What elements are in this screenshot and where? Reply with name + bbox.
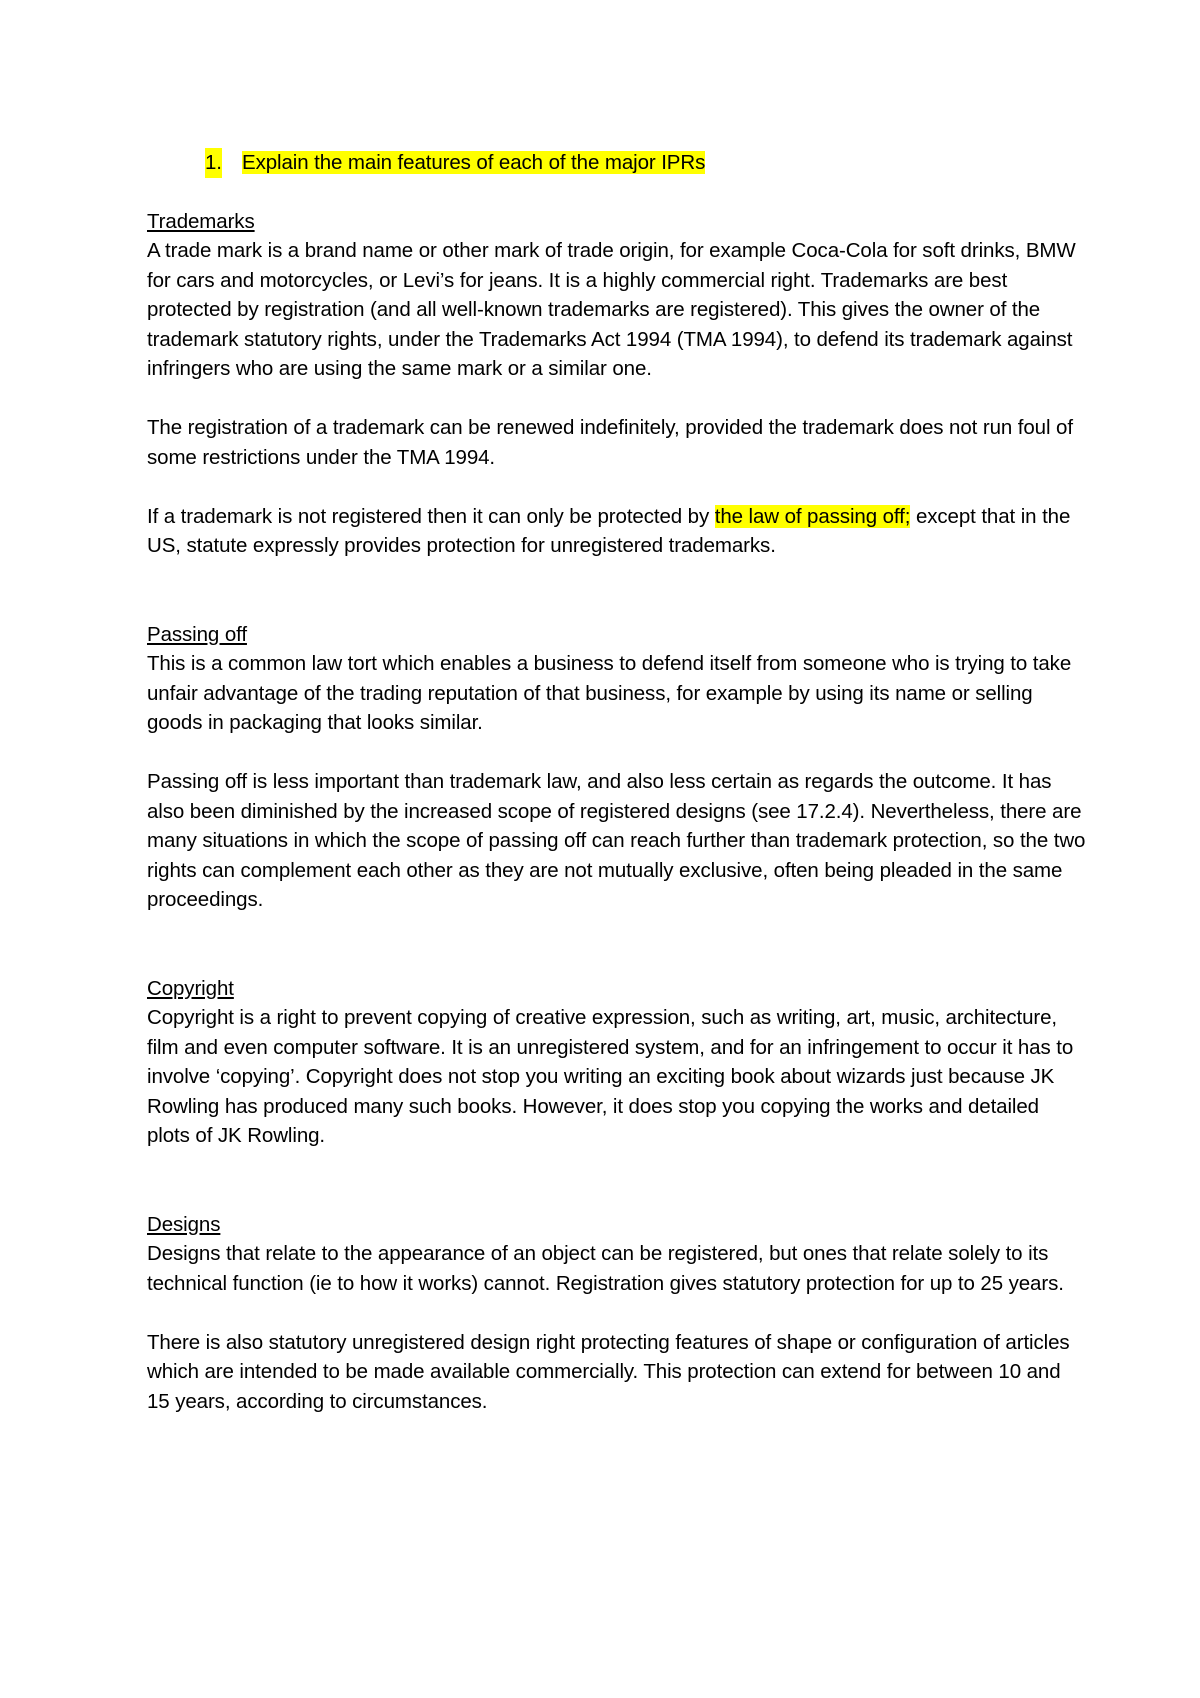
document-body <box>147 148 1087 1446</box>
section-designs <box>147 1210 1087 1417</box>
heading-number: 1. <box>205 148 222 178</box>
section-title-designs: Designs <box>147 1212 221 1236</box>
highlighted-passing-off-phrase: the law of passing off; <box>714 504 911 528</box>
passing-off-paragraph-1: This is a common law tort which enables a business to defend itself from someone who is trying to take unfair advantage of the trading reputation of that business, for example by using its name or selling goods in packaging that looks similar. <box>147 652 1072 734</box>
passing-off-paragraph-2: Passing off is less important than trademark law, and also less certain as regards the outcome. It has also been diminished by the increased scope of registered designs (see 17.2.4). Nevertheless, there are many situations in which the scope of passing off can reach further than trademark protection, so the two rights can complement each other as they are not mutually exclusive, often being pleaded in the same proceedings. <box>147 770 1086 911</box>
designs-paragraph-2: There is also statutory unregistered design right protecting features of shape or configuration of articles which are intended to be made available commercially. This protection can extend for between 10 and 15 years, according to circumstances. <box>147 1330 1070 1413</box>
copyright-paragraph-1: Copyright is a right to prevent copying of creative expression, such as writing, art, music, architecture, film and even computer software. It is an unregistered system, and for an infringement to occur it has to involve ‘copying’. Copyright does not stop you writing an exciting book about wizards just because JK Rowling has produced many such books. However, it does stop you copying the works and detailed plots of JK Rowling. <box>147 1006 1074 1147</box>
heading-text: Explain the main features of each of the major IPRs <box>242 151 706 174</box>
trademarks-paragraph-3-end: except that in the US, statute expressly provides protection for unregistered trademarks. <box>147 504 1071 557</box>
trademarks-paragraph-1: A trade mark is a brand name or other mark of trade origin, for example Coca-Cola for soft drinks, BMW for cars and motorcycles, or Levi’s for jeans. It is a highly commercial right. Trademarks are best protected by registration (and all well-known trademarks are registered). This gives the owner of the trademark statutory rights, under the Trademarks Act 1994 (TMA 1994), to defend its trademark against infringers who are using the same mark or a similar one. <box>147 239 1076 380</box>
trademarks-paragraph-3-start: If a trademark is not registered then it can only be protected by <box>147 504 715 528</box>
trademarks-paragraph-3 <box>147 502 1087 561</box>
section-title-copyright: Copyright <box>147 976 234 1000</box>
section-trademarks <box>147 207 1087 561</box>
designs-paragraph-1: Designs that relate to the appearance of an object can be registered, but ones that relate solely to its technical function (ie to how it works) cannot. Registration gives statutory protection for up to 25 years. <box>147 1242 1064 1295</box>
section-spacer <box>147 1180 1087 1210</box>
section-copyright <box>147 974 1087 1151</box>
trademarks-paragraph-2: The registration of a trademark can be renewed indefinitely, provided the trademark does not run foul of some restrictions under the TMA 1994. <box>147 416 1073 469</box>
section-title-trademarks: Trademarks <box>147 209 255 233</box>
section-title-passing-off: Passing off <box>147 622 247 646</box>
section-passing-off <box>147 620 1087 915</box>
section-spacer <box>147 944 1087 974</box>
question-heading <box>147 148 1087 178</box>
section-spacer <box>147 590 1087 620</box>
